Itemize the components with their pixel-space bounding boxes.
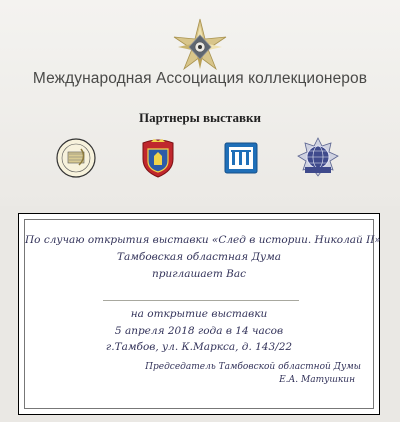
invitation-host: Тамбовская областная Дума (116, 251, 282, 263)
star-cross-emblem-icon (170, 17, 230, 77)
header-panel (0, 0, 400, 206)
globe-star-emblem-icon (297, 137, 339, 179)
invitation-event: на открытие выставки (130, 308, 268, 320)
regional-library-seal-icon (55, 137, 97, 179)
partners-heading: Партнеры выставки (139, 110, 261, 125)
invitation-inner-frame (24, 219, 381, 409)
invitation-datetime: 5 апреля 2018 года в 14 часов (114, 325, 284, 337)
invitation-divider (103, 300, 299, 301)
blue-square-emblem-icon (220, 137, 262, 179)
tambov-coat-of-arms-icon (137, 137, 179, 179)
invitation-address: г.Тамбов, ул. К.Маркса, д. 143/22 (105, 341, 293, 353)
signature-title: Председатель Тамбовской областной Думы (145, 362, 361, 372)
invitation-occasion: По случаю открытия выставки «След в истории. Николай II» (25, 234, 381, 246)
organization-title: Международная Ассоциация коллекционеров (32, 70, 368, 87)
signature-name: Е.А. Матушкин (279, 375, 355, 385)
invitation-invites: приглашает Вас (151, 268, 247, 280)
invitation-card (18, 213, 380, 415)
